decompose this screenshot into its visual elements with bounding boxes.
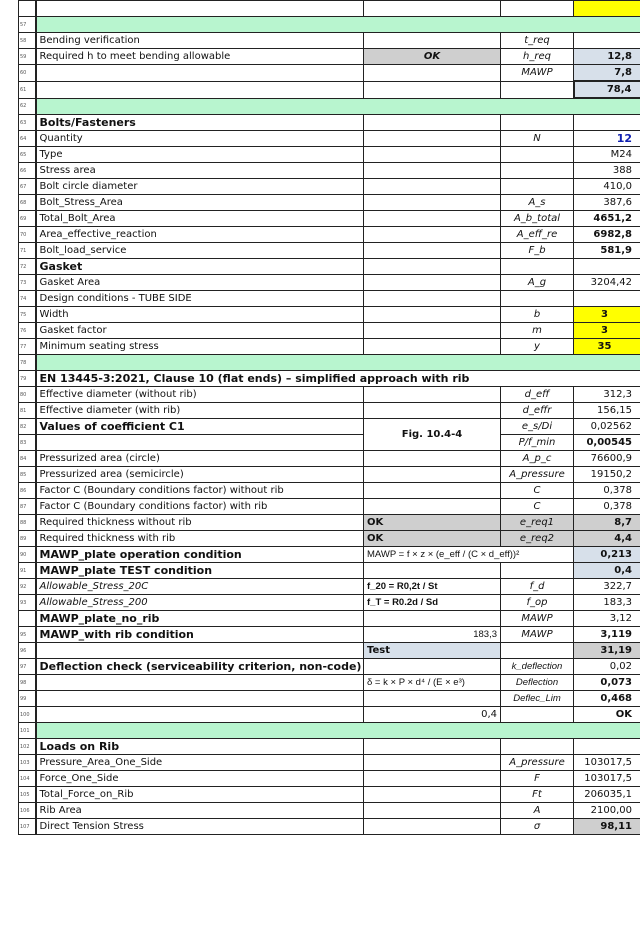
cell-a[interactable]: Gasket [36, 259, 364, 275]
sheet-row [19, 563, 640, 579]
cell-a[interactable]: Effective diameter (with rib) [36, 403, 364, 419]
cell-b[interactable] [364, 755, 501, 771]
cell-d[interactable]: 4651,2 [574, 211, 640, 227]
cell-a[interactable]: Design conditions - TUBE SIDE [36, 291, 364, 307]
sheet-row [19, 499, 640, 515]
cell-a[interactable]: EN 13445-3:2021, Clause 10 (flat ends) – simplified approach with rib [36, 371, 640, 387]
cell-c[interactable] [501, 81, 574, 98]
row-number[interactable]: 60 [19, 65, 36, 82]
cell-b[interactable]: 183,3 [364, 627, 501, 643]
sheet-row [19, 403, 640, 419]
cell-a[interactable] [36, 675, 364, 691]
row-number[interactable]: 66 [19, 163, 36, 179]
cell-b[interactable] [364, 163, 501, 179]
cell-c[interactable]: C [501, 483, 574, 499]
cell-d[interactable]: 98,11 [574, 819, 640, 835]
cell-b[interactable]: f_20 = R0,2t / St [364, 579, 501, 595]
cell-a[interactable] [36, 65, 364, 82]
sheet-row [19, 579, 640, 595]
row-number[interactable]: 76 [19, 323, 36, 339]
row-number[interactable]: 96 [19, 643, 36, 659]
cell-c[interactable]: F [501, 771, 574, 787]
cell-d[interactable] [574, 1, 640, 17]
sheet-row [19, 771, 640, 787]
row-number[interactable]: 82 [19, 419, 36, 435]
cell-b[interactable] [364, 563, 501, 579]
cell-b[interactable]: MAWP = f × z × (e_eff / (C × d_eff))² [364, 547, 574, 563]
cell-b[interactable] [364, 499, 501, 515]
cell-d[interactable]: 581,9 [574, 243, 640, 259]
sheet-row [19, 211, 640, 227]
spreadsheet-grid [18, 0, 640, 835]
cell-d[interactable]: 12 [574, 131, 640, 147]
cell-d[interactable]: 388 [574, 163, 640, 179]
cell-d[interactable]: 3 [574, 307, 640, 323]
cell-b[interactable] [364, 739, 501, 755]
cell-c[interactable]: N [501, 131, 574, 147]
row-number[interactable]: 95 [19, 627, 36, 643]
sheet-row [19, 707, 640, 723]
cell-b[interactable]: OK [364, 531, 501, 547]
sheet-body [19, 1, 640, 835]
cell-b[interactable] [364, 387, 501, 403]
sheet-row [19, 739, 640, 755]
cell-a[interactable] [36, 643, 364, 659]
row-number[interactable]: 88 [19, 515, 36, 531]
cell-b[interactable] [364, 259, 501, 275]
cell-c[interactable]: A_pressure [501, 467, 574, 483]
cell-c[interactable]: MAWP [501, 65, 574, 82]
cell-d[interactable]: 322,7 [574, 579, 640, 595]
cell-b[interactable] [364, 611, 501, 627]
cell-a[interactable]: MAWP_with rib condition [36, 627, 364, 643]
row-number[interactable]: 105 [19, 787, 36, 803]
cell-b[interactable]: OK [364, 515, 501, 531]
cell-a[interactable]: Width [36, 307, 364, 323]
sheet-row [19, 1, 640, 17]
cell-b[interactable] [364, 339, 501, 355]
cell-a[interactable]: Factor C (Boundary conditions factor) with rib [36, 499, 364, 515]
cell-a[interactable]: Total_Force_on_Rib [36, 787, 364, 803]
cell-b[interactable] [364, 803, 501, 819]
cell-a[interactable]: Type [36, 147, 364, 163]
cell-a[interactable]: Required h to meet bending allowable [36, 49, 364, 65]
cell-c[interactable] [501, 643, 574, 659]
sheet-row [19, 819, 640, 835]
cell-b[interactable]: δ = k × P × d⁴ / (E × e³) [364, 675, 501, 691]
row-number[interactable]: 63 [19, 115, 36, 131]
row-number[interactable]: 77 [19, 339, 36, 355]
row-number[interactable]: 71 [19, 243, 36, 259]
row-number[interactable]: 65 [19, 147, 36, 163]
cell-c[interactable]: A_g [501, 275, 574, 291]
row-number[interactable]: 64 [19, 131, 36, 147]
cell-d[interactable]: 6982,8 [574, 227, 640, 243]
cell-b[interactable] [364, 691, 501, 707]
cell-d[interactable]: 2100,00 [574, 803, 640, 819]
sheet-row [19, 691, 640, 707]
cell-a[interactable]: Gasket Area [36, 275, 364, 291]
row-number[interactable]: 89 [19, 531, 36, 547]
cell-c[interactable]: A_eff_re [501, 227, 574, 243]
cell-b[interactable] [364, 1, 501, 17]
cell-d[interactable]: 103017,5 [574, 771, 640, 787]
sheet-row [19, 98, 640, 115]
cell-d[interactable]: 387,6 [574, 195, 640, 211]
sheet-row [19, 451, 640, 467]
row-number[interactable]: 80 [19, 387, 36, 403]
sheet-row [19, 483, 640, 499]
cell-b[interactable] [364, 403, 501, 419]
row-number[interactable]: 103 [19, 755, 36, 771]
sheet-row [19, 371, 640, 387]
cell-b[interactable]: OK [364, 49, 501, 65]
cell-a[interactable]: Deflection check (serviceability criterion, non-code) [36, 659, 364, 675]
cell-c[interactable]: m [501, 323, 574, 339]
sheet-row [19, 515, 640, 531]
cell-c[interactable] [501, 179, 574, 195]
cell-c[interactable] [501, 707, 574, 723]
cell-d[interactable]: 35 [574, 339, 640, 355]
cell-c[interactable]: P/f_min [501, 435, 574, 451]
cell-a[interactable]: Minimum seating stress [36, 339, 364, 355]
sheet-row [19, 227, 640, 243]
sheet-row [19, 179, 640, 195]
cell-c[interactable]: Ft [501, 787, 574, 803]
row-number[interactable]: 58 [19, 33, 36, 49]
cell-d[interactable]: 3 [574, 323, 640, 339]
cell-a[interactable]: Loads on Rib [36, 739, 364, 755]
cell-d[interactable]: 206035,1 [574, 787, 640, 803]
cell-a[interactable]: Bolt_Stress_Area [36, 195, 364, 211]
cell-b[interactable] [364, 659, 501, 675]
sheet-row [19, 531, 640, 547]
cell-c[interactable] [501, 163, 574, 179]
row-number[interactable]: 75 [19, 307, 36, 323]
cell-b[interactable]: Fig. 10.4-4 [364, 419, 501, 451]
cell-b[interactable] [364, 179, 501, 195]
sheet-row [19, 115, 640, 131]
cell-c[interactable] [501, 1, 574, 17]
cell-d[interactable] [574, 291, 640, 307]
cell-c[interactable]: Deflec_Lim [501, 691, 574, 707]
cell-a[interactable]: Gasket factor [36, 323, 364, 339]
row-number[interactable]: 74 [19, 291, 36, 307]
cell-c[interactable]: b [501, 307, 574, 323]
cell-b[interactable] [364, 227, 501, 243]
sheet-row [19, 259, 640, 275]
sheet-row [19, 195, 640, 211]
cell-a[interactable]: Factor C (Boundary conditions factor) without rib [36, 483, 364, 499]
cell-c[interactable]: k_deflection [501, 659, 574, 675]
cell-c[interactable]: A_s [501, 195, 574, 211]
cell-c[interactable]: t_req [501, 33, 574, 49]
cell-d[interactable]: 31,19 [574, 643, 640, 659]
row-number[interactable]: 69 [19, 211, 36, 227]
row-number[interactable]: 102 [19, 739, 36, 755]
sheet-row [19, 723, 640, 739]
row-number[interactable]: 83 [19, 435, 36, 451]
cell-c[interactable]: C [501, 499, 574, 515]
cell-c[interactable]: f_d [501, 579, 574, 595]
cell-c[interactable] [501, 115, 574, 131]
cell-d[interactable]: 8,7 [574, 515, 640, 531]
cell-a[interactable]: MAWP_plate operation condition [36, 547, 364, 563]
sheet-row [19, 627, 640, 643]
cell-b[interactable] [364, 147, 501, 163]
cell-a[interactable] [36, 691, 364, 707]
row-number[interactable]: 98 [19, 675, 36, 691]
cell-a[interactable]: Allowable_Stress_200 [36, 595, 364, 611]
row-number[interactable]: 67 [19, 179, 36, 195]
cell-d[interactable]: 103017,5 [574, 755, 640, 771]
sheet-row [19, 307, 640, 323]
cell-c[interactable]: e_req1 [501, 515, 574, 531]
cell-b[interactable] [364, 131, 501, 147]
row-number[interactable]: 62 [19, 98, 36, 115]
cell-a[interactable]: Bolts/Fasteners [36, 115, 364, 131]
cell-a[interactable]: Total_Bolt_Area [36, 211, 364, 227]
sheet-row [19, 147, 640, 163]
cell-a[interactable]: MAWP_plate_no_rib [36, 611, 364, 627]
cell-d[interactable]: 0,02562 [574, 419, 640, 435]
cell-d[interactable] [574, 259, 640, 275]
row-number[interactable]: 106 [19, 803, 36, 819]
row-number[interactable]: 101 [19, 723, 36, 739]
cell-a[interactable]: Area_effective_reaction [36, 227, 364, 243]
sheet-row [19, 243, 640, 259]
cell-c[interactable]: F_b [501, 243, 574, 259]
cell-d[interactable]: 3204,42 [574, 275, 640, 291]
row-number[interactable]: 61 [19, 81, 36, 98]
cell-b[interactable] [364, 323, 501, 339]
cell-a[interactable]: Allowable_Stress_20C [36, 579, 364, 595]
row-number[interactable]: 70 [19, 227, 36, 243]
sheet-row [19, 675, 640, 691]
cell-a[interactable]: MAWP_plate TEST condition [36, 563, 364, 579]
cell-a[interactable]: Rib Area [36, 803, 364, 819]
cell-a[interactable] [36, 355, 640, 371]
cell-d[interactable]: 0,00545 [574, 435, 640, 451]
cell-d[interactable]: 156,15 [574, 403, 640, 419]
row-number[interactable]: 100 [19, 707, 36, 723]
row-number[interactable]: 86 [19, 483, 36, 499]
cell-a[interactable]: Effective diameter (without rib) [36, 387, 364, 403]
sheet-row [19, 595, 640, 611]
row-number[interactable]: 93 [19, 595, 36, 611]
cell-b[interactable] [364, 33, 501, 49]
cell-b[interactable] [364, 451, 501, 467]
sheet-row [19, 163, 640, 179]
cell-d[interactable] [574, 739, 640, 755]
cell-b[interactable] [364, 787, 501, 803]
sheet-row [19, 755, 640, 771]
cell-a[interactable]: Required thickness without rib [36, 515, 364, 531]
cell-c[interactable] [501, 291, 574, 307]
sheet-row [19, 787, 640, 803]
cell-d[interactable]: 0,073 [574, 675, 640, 691]
cell-d[interactable]: 0,468 [574, 691, 640, 707]
row-number[interactable]: 85 [19, 467, 36, 483]
cell-a[interactable] [36, 435, 364, 451]
cell-a[interactable]: Required thickness with rib [36, 531, 364, 547]
sheet-row [19, 355, 640, 371]
sheet-row [19, 659, 640, 675]
cell-d[interactable]: 3,119 [574, 627, 640, 643]
cell-b[interactable] [364, 467, 501, 483]
cell-d[interactable]: OK [574, 707, 640, 723]
cell-d[interactable]: 312,3 [574, 387, 640, 403]
cell-c[interactable]: d_effr [501, 403, 574, 419]
row-number[interactable]: 72 [19, 259, 36, 275]
row-number[interactable]: 99 [19, 691, 36, 707]
cell-b[interactable] [364, 275, 501, 291]
row-number[interactable]: 87 [19, 499, 36, 515]
sheet-row [19, 275, 640, 291]
cell-c[interactable]: e_req2 [501, 531, 574, 547]
cell-d[interactable]: 0,378 [574, 483, 640, 499]
cell-a[interactable] [36, 1, 364, 17]
cell-c[interactable]: Deflection [501, 675, 574, 691]
sheet-row [19, 49, 640, 65]
cell-b[interactable]: 0,4 [364, 707, 501, 723]
cell-c[interactable]: A [501, 803, 574, 819]
cell-a[interactable]: Values of coefficient C1 [36, 419, 364, 435]
cell-a[interactable]: Stress area [36, 163, 364, 179]
sheet-row [19, 643, 640, 659]
cell-d[interactable]: 3,12 [574, 611, 640, 627]
row-number[interactable]: 79 [19, 371, 36, 387]
sheet-row [19, 387, 640, 403]
row-number[interactable]: 107 [19, 819, 36, 835]
row-number[interactable]: 78 [19, 355, 36, 371]
cell-c[interactable] [501, 147, 574, 163]
row-number[interactable]: 91 [19, 563, 36, 579]
sheet-row [19, 611, 640, 627]
cell-a[interactable]: Bolt circle diameter [36, 179, 364, 195]
cell-b[interactable] [364, 243, 501, 259]
sheet-row [19, 81, 640, 98]
sheet-row [19, 547, 640, 563]
row-number[interactable]: 84 [19, 451, 36, 467]
cell-c[interactable]: A_pressure [501, 755, 574, 771]
cell-a[interactable]: Force_One_Side [36, 771, 364, 787]
row-number[interactable]: 97 [19, 659, 36, 675]
cell-b[interactable] [364, 81, 501, 98]
cell-c[interactable]: d_eff [501, 387, 574, 403]
cell-d[interactable]: 78,4 [574, 81, 640, 98]
cell-a[interactable] [36, 17, 640, 33]
cell-a[interactable] [36, 707, 364, 723]
cell-c[interactable]: MAWP [501, 611, 574, 627]
cell-d[interactable]: 0,4 [574, 563, 640, 579]
cell-d[interactable]: 0,213 [574, 547, 640, 563]
cell-b[interactable] [364, 211, 501, 227]
sheet-row [19, 17, 640, 33]
row-number[interactable]: 73 [19, 275, 36, 291]
sheet-row [19, 803, 640, 819]
cell-c[interactable]: e_s/Di [501, 419, 574, 435]
cell-b[interactable] [364, 65, 501, 82]
cell-a[interactable] [36, 723, 640, 739]
cell-d[interactable]: 0,02 [574, 659, 640, 675]
cell-a[interactable] [36, 98, 640, 115]
cell-c[interactable] [501, 739, 574, 755]
cell-c[interactable]: f_op [501, 595, 574, 611]
cell-c[interactable]: y [501, 339, 574, 355]
cell-a[interactable]: Quantity [36, 131, 364, 147]
cell-b[interactable] [364, 483, 501, 499]
cell-d[interactable]: 76600,9 [574, 451, 640, 467]
cell-b[interactable] [364, 819, 501, 835]
sheet-row [19, 291, 640, 307]
cell-c[interactable]: σ [501, 819, 574, 835]
cell-a[interactable]: Bending verification [36, 33, 364, 49]
row-number[interactable]: 90 [19, 547, 36, 563]
cell-a[interactable]: Bolt_load_service [36, 243, 364, 259]
cell-b[interactable] [364, 771, 501, 787]
row-number[interactable] [19, 611, 36, 627]
cell-a[interactable]: Direct Tension Stress [36, 819, 364, 835]
row-number[interactable]: 59 [19, 49, 36, 65]
cell-d[interactable]: 19150,2 [574, 467, 640, 483]
cell-c[interactable]: A_p_c [501, 451, 574, 467]
row-number[interactable]: 81 [19, 403, 36, 419]
row-number[interactable]: 57 [19, 17, 36, 33]
cell-d[interactable]: 12,8 [574, 49, 640, 65]
row-number[interactable] [19, 1, 36, 17]
cell-c[interactable]: MAWP [501, 627, 574, 643]
cell-b[interactable]: f_T = R0.2d / Sd [364, 595, 501, 611]
cell-b[interactable] [364, 115, 501, 131]
row-number[interactable]: 68 [19, 195, 36, 211]
cell-d[interactable]: 410,0 [574, 179, 640, 195]
sheet-row [19, 339, 640, 355]
row-number[interactable]: 92 [19, 579, 36, 595]
sheet-row [19, 435, 640, 451]
cell-c[interactable] [501, 563, 574, 579]
cell-d[interactable]: 0,378 [574, 499, 640, 515]
cell-d[interactable] [574, 115, 640, 131]
cell-a[interactable] [36, 81, 364, 98]
cell-b[interactable] [364, 195, 501, 211]
cell-d[interactable]: 183,3 [574, 595, 640, 611]
cell-b[interactable] [364, 291, 501, 307]
sheet-row [19, 467, 640, 483]
cell-d[interactable]: 4,4 [574, 531, 640, 547]
sheet-row [19, 323, 640, 339]
cell-b[interactable]: Test [364, 643, 501, 659]
cell-a[interactable]: Pressure_Area_One_Side [36, 755, 364, 771]
sheet-row [19, 33, 640, 49]
cell-b[interactable] [364, 307, 501, 323]
cell-d[interactable]: 7,8 [574, 65, 640, 82]
cell-a[interactable]: Pressurized area (semicircle) [36, 467, 364, 483]
cell-c[interactable] [501, 259, 574, 275]
sheet-row [19, 419, 640, 435]
sheet-row [19, 131, 640, 147]
cell-a[interactable]: Pressurized area (circle) [36, 451, 364, 467]
sheet-row [19, 65, 640, 82]
row-number[interactable]: 104 [19, 771, 36, 787]
cell-c[interactable]: A_b_total [501, 211, 574, 227]
cell-d[interactable] [574, 33, 640, 49]
cell-c[interactable]: h_req [501, 49, 574, 65]
cell-d[interactable]: M24 [574, 147, 640, 163]
